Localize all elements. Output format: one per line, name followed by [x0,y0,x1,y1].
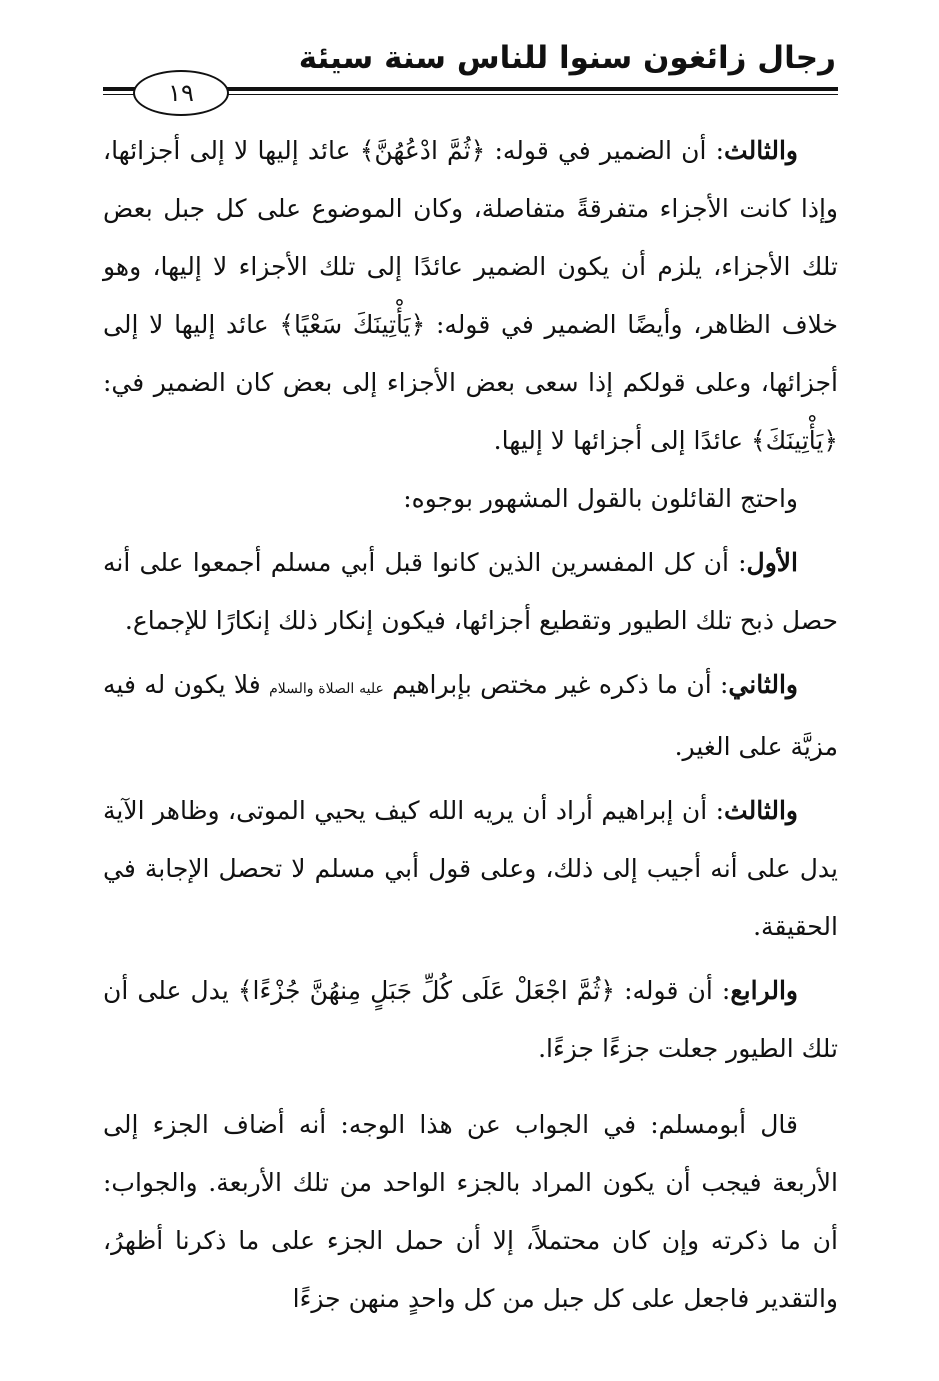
honorific-mark: عليه الصلاة والسلام [269,681,384,697]
running-title: رجال زائغون سنوا للناس سنة سيئة [298,40,836,76]
paragraph-opponents-intro [103,470,838,528]
paragraph-lead: والثالث [724,796,798,825]
paragraph-text: واحتج القائلون بالقول المشهور بوجوه: [403,484,798,513]
paragraph-fourth-argument [103,962,838,1078]
paragraph-text: قال أبومسلم: في الجواب عن هذا الوجه: أنه أضاف الجزء إلى الأربعة فيجب أن يكون المراد بالجزء الواحد من تلك الأربعة. والجواب: أن ما ذكرته وإن كان محتملاً، إلا أن حمل الجزء على ما ذكرنا أظهرُ، والتقدير فاجعل على كل جبل من كل واحدٍ منهن جزءًا [103,1110,838,1313]
paragraph-text: : أن الضمير في قوله: ﴿ثُمَّ ادْعُهُنَّ﴾ عائد إليها لا إلى أجزائها، وإذا كانت الأجزاء متفرقةً متفاصلة، وكان الموضوع على كل جبل بعض تلك الأجزاء، يلزم أن يكون الضمير عائدًا إلى تلك الأجزاء لا إليها، وهو خلاف الظاهر، وأيضًا الضمير في قوله: ﴿يَأْتِينَكَ سَعْيًا﴾ عائد إليها لا إلى أجزائها، وعلى قولكم إذا سعى بعض الأجزاء إلى بعض كان الضمير في: ﴿يَأْتِينَكَ﴾ عائدًا إلى أجزائها لا إليها. [103,136,838,455]
paragraph-lead: والرابع [730,976,798,1005]
paragraph-third-reason [103,122,838,470]
paragraph-lead: والثالث [724,136,798,165]
paragraph-first-argument [103,534,838,650]
paragraph-text: : أن كل المفسرين الذين كانوا قبل أبي مسلم أجمعوا على أنه حصل ذبح تلك الطيور وتقطيع أجزائها، فيكون إنكار ذلك إنكارًا للإجماع. [103,548,838,635]
paragraph-lead: الأول [746,548,798,577]
paragraph-abu-muslim-reply [103,1096,838,1328]
paragraph-text: : أن ما ذكره غير مختص بإبراهيم [392,670,729,699]
body-text [103,122,838,1328]
paragraph-lead: والثاني [728,670,798,699]
page-number: ١٩ [133,70,229,116]
paragraph-text: : أن قوله: ﴿ثُمَّ اجْعَلْ عَلَى كُلِّ جَبَلٍ مِنهُنَّ جُزْءًا﴾ يدل على أن تلك الطيور جعلت جزءًا جزءًا. [103,976,838,1063]
paragraph-text-continued: فلا يكون له فيه مزيَّة على الغير. [103,670,838,761]
paragraph-second-argument [103,656,838,776]
paragraph-third-argument [103,782,838,956]
paragraph-text: : أن إبراهيم أراد أن يريه الله كيف يحيي الموتى، وظاهر الآية يدل على أنه أجيب إلى ذلك، وعلى قول أبي مسلم لا تحصل الإجابة في الحقيقة. [103,796,838,941]
